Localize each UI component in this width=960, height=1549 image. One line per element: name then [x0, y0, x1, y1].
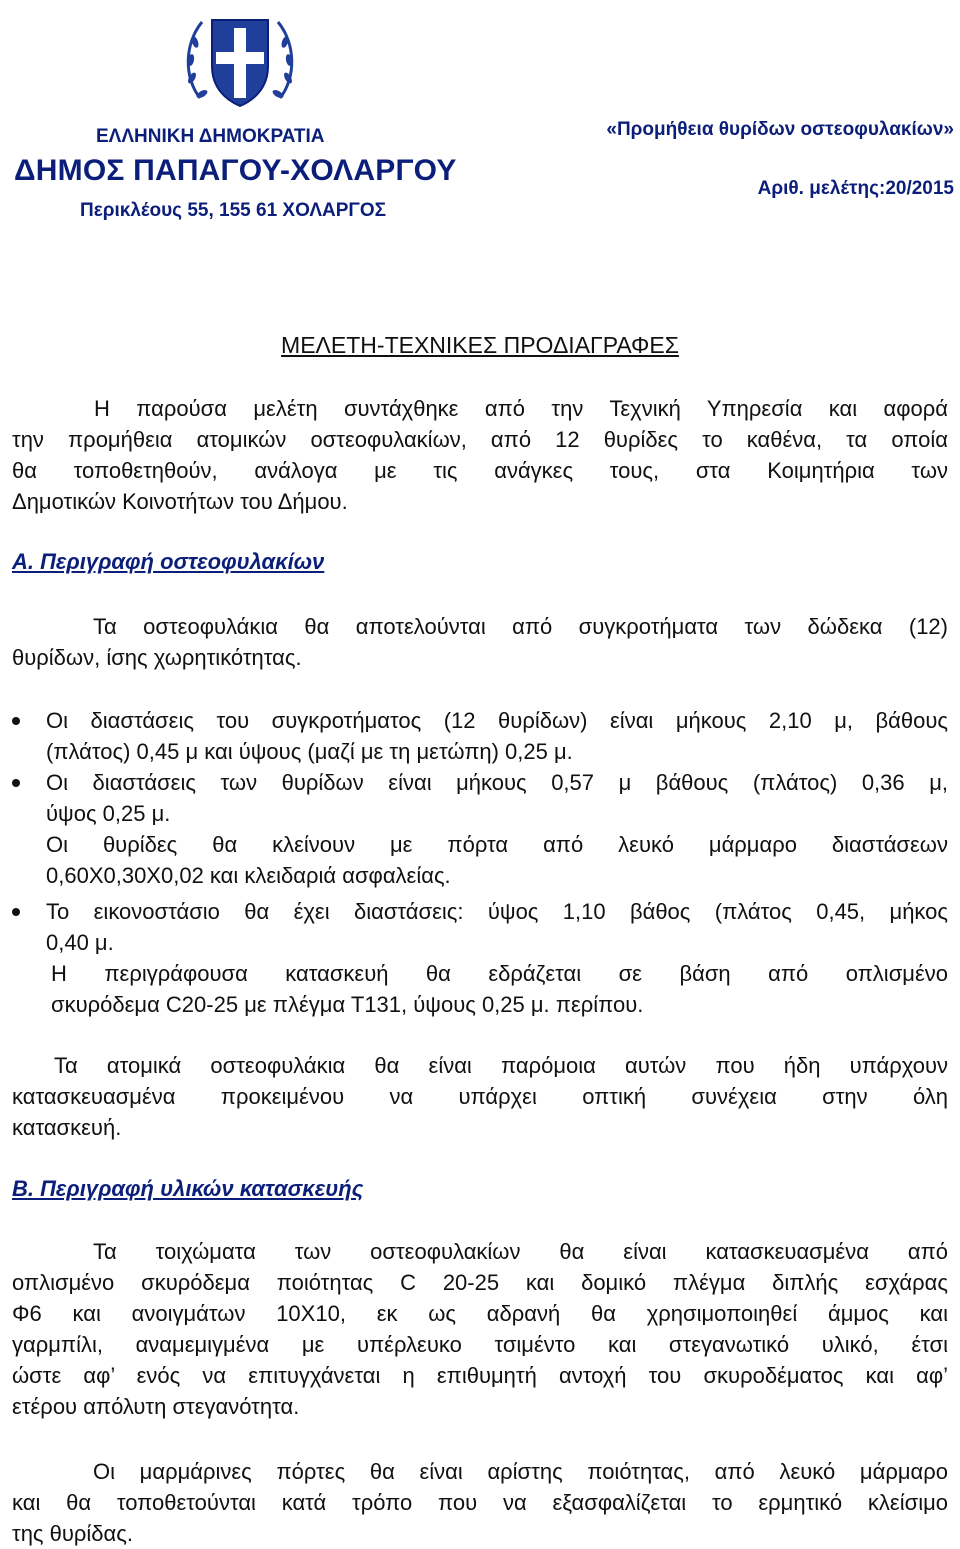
para-line: της θυρίδας. [12, 1521, 133, 1546]
intro-line: την προμήθεια ατομικών οστεοφυλακίων, από 12 θυρίδες το καθένα, τα οποία [12, 427, 948, 452]
section-a-lead [12, 611, 948, 673]
section-a-closing [12, 1050, 948, 1143]
bullet-item [12, 705, 948, 767]
closing-line: κατασκευασμένα προκειμένου να υπάρχει οπτική συνέχεια στην όλη [12, 1084, 948, 1109]
section-b-paragraph-2 [12, 1456, 948, 1549]
bullet-line: (πλάτος) 0,45 μ και ύψους (μαζί με τη μετώπη) 0,25 μ. [46, 739, 573, 764]
bullet-icon [12, 717, 20, 725]
coat-of-arms-emblem [178, 8, 302, 118]
intro-line: Δημοτικών Κοινοτήτων του Δήμου. [12, 489, 348, 514]
bullet-line: 0,40 μ. [46, 930, 114, 955]
para-line: γαρμπίλι, αναμεμιγμένα με υπέρλευκο τσιμέντο και στεγανωτικό υλικό, έτσι [12, 1332, 948, 1357]
bullet-line: Το εικονοστάσιο θα έχει διαστάσεις: ύψος 1,10 βάθος (πλάτος 0,45, μήκος [46, 899, 948, 924]
bullet-line: 0,60Χ0,30Χ0,02 και κλειδαριά ασφαλείας. [46, 863, 451, 888]
bullet-line: σκυρόδεμα C20-25 με πλέγμα Τ131, ύψους 0,25 μ. περίπου. [51, 992, 644, 1017]
para-line: Οι μαρμάρινες πόρτες θα είναι αρίστης ποιότητας, από λευκό μάρμαρο [93, 1459, 948, 1484]
para-line: Φ6 και ανοιγμάτων 10Χ10, εκ ως αδρανή θα χρησιμοποιηθεί άμμος και [12, 1301, 948, 1326]
para-line: ετέρου απόλυτη στεγανότητα. [12, 1394, 300, 1419]
bullet-item [12, 896, 948, 1020]
section-b-heading: Β. Περιγραφή υλικών κατασκευής [12, 1176, 364, 1201]
bullet-line: ύψος 0,25 μ. [46, 801, 171, 826]
lead-line: θυρίδων, ίσης χωρητικότητας. [12, 645, 302, 670]
bullet-item [12, 767, 948, 891]
header-country: ΕΛΛΗΝΙΚΗ ΔΗΜΟΚΡΑΤΙΑ [96, 126, 325, 147]
header-address: Περικλέους 55, 155 61 ΧΟΛΑΡΓΟΣ [80, 200, 387, 221]
document-title: ΜΕΛΕΤΗ-ΤΕΧΝΙΚΕΣ ΠΡΟΔΙΑΓΡΑΦΕΣ [281, 332, 679, 358]
para-line: Τα τοιχώματα των οστεοφυλακίων θα είναι κατασκευασμένα από [93, 1239, 948, 1264]
bullet-line: Η περιγράφουσα κατασκευή θα εδράζεται σε βάση από οπλισμένο [51, 961, 948, 986]
para-line: και θα τοποθετούνται κατά τρόπο που να εξασφαλίζεται το ερμητικό κλείσιμο [12, 1490, 948, 1515]
bullet-icon [12, 779, 20, 787]
closing-line: Τα ατομικά οστεοφυλάκια θα είναι παρόμοια αυτών που ήδη υπάρχουν [54, 1053, 948, 1078]
section-b-paragraph-1 [12, 1236, 948, 1422]
bullet-line: Οι διαστάσεις του συγκροτήματος (12 θυρίδων) είναι μήκους 2,10 μ, βάθους [46, 708, 948, 733]
para-line: ώστε αφ’ ενός να επιτυγχάνεται η επιθυμητή αντοχή του σκυροδέματος και αφ’ [12, 1363, 948, 1388]
bullet-line: Οι θυρίδες θα κλείνουν με πόρτα από λευκό μάρμαρο διαστάσεων [46, 832, 948, 857]
intro-paragraph [12, 393, 948, 517]
section-a-heading: Α. Περιγραφή οστεοφυλακίων [12, 549, 325, 574]
bullet-icon [12, 908, 20, 916]
header-project-title: «Προμήθεια θυρίδων οστεοφυλακίων» [606, 119, 954, 140]
header-municipality: ΔΗΜΟΣ ΠΑΠΑΓΟΥ-ΧΟΛΑΡΓΟΥ [14, 154, 457, 187]
lead-line: Τα οστεοφυλάκια θα αποτελούνται από συγκροτήματα των δώδεκα (12) [93, 614, 948, 639]
header-study-number: Αριθ. μελέτης:20/2015 [757, 178, 954, 199]
intro-line: Η παρούσα μελέτη συντάχθηκε από την Τεχνική Υπηρεσία και αφορά [94, 396, 948, 421]
closing-line: κατασκευή. [12, 1115, 122, 1140]
para-line: οπλισμένο σκυρόδεμα ποιότητας C 20-25 και δομικό πλέγμα διπλής εσχάρας [12, 1270, 948, 1295]
greek-coat-of-arms-icon [178, 8, 302, 118]
bullet-line: Οι διαστάσεις των θυρίδων είναι μήκους 0,57 μ βάθους (πλάτος) 0,36 μ, [46, 770, 948, 795]
intro-line: θα τοποθετηθούν, ανάλογα με τις ανάγκες τους, στα Κοιμητήρια των [12, 458, 948, 483]
